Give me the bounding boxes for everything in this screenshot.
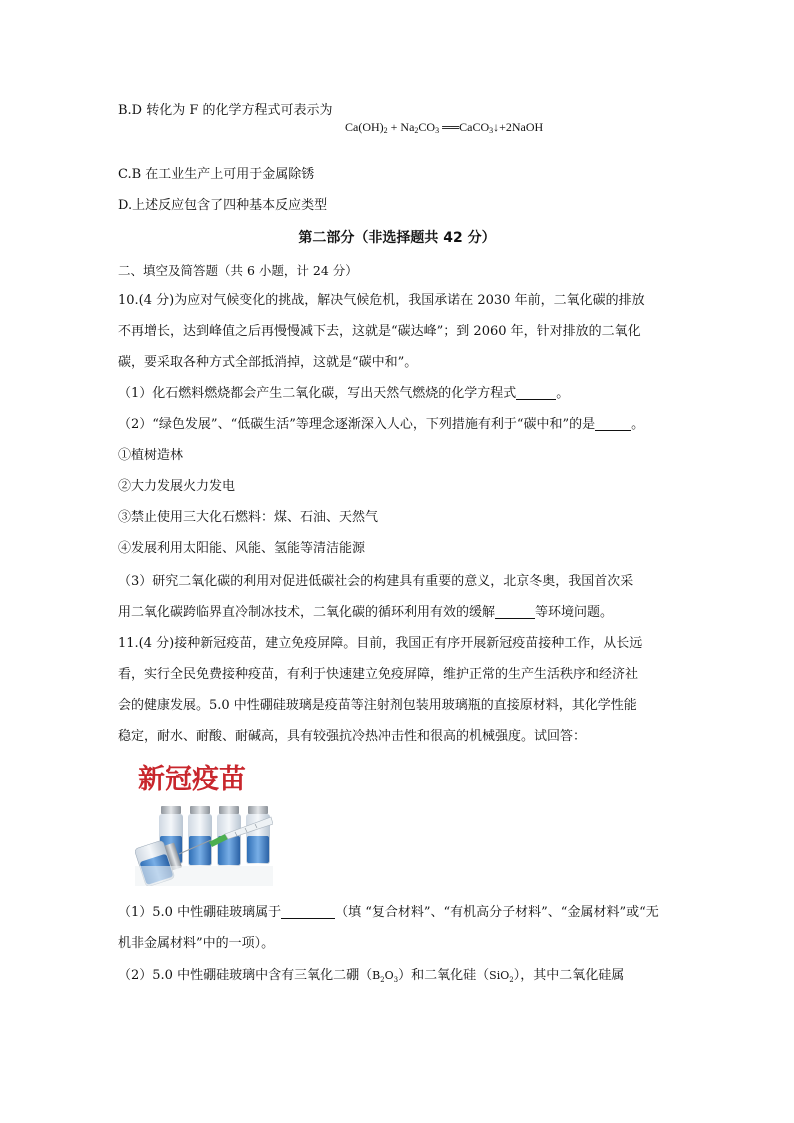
q10-option-4: ④发展利用太阳能、风能、氢能等清洁能源	[118, 541, 366, 556]
section-heading: 二、填空及简答题（共 6 小题，计 24 分）	[118, 263, 358, 278]
vaccine-image	[135, 762, 273, 886]
q11-line2: 看，实行全民免费接种疫苗，有利于快速建立免疫屏障，维护正常的生产生活秩序和经济社	[118, 667, 639, 682]
q11-sub2-end: ），其中二氧化硅属	[513, 968, 625, 983]
eq-na-sub: 2	[414, 126, 419, 135]
q11-sub1-end: （填 “复合材料”、“有机高分子材料”、“金属材料”或“无	[335, 905, 659, 920]
q10-line3: 碳，要采取各种方式全部抵消掉，这就是“碳中和”。	[118, 355, 418, 370]
eq-equals: ══	[439, 120, 460, 134]
vaccine-title: 新冠疫苗	[138, 764, 246, 795]
q11-sub1-start: （1）5.0 中性硼硅玻璃属于	[118, 905, 282, 920]
eq-precipitate-arrow: ↓	[493, 120, 500, 134]
q11-sub2-start: （2）5.0 中性硼硅玻璃中含有三氧化二硼（	[118, 968, 373, 983]
eq-reactant1: Ca(OH)	[345, 120, 384, 134]
q10-sub3-text: 用二氧化碳跨临界直冷制冰技术，二氧化碳的循环利用有效的缓解	[118, 605, 496, 620]
eq-product1-sub: 3	[489, 126, 494, 135]
q10-sub3-line1: （3）研究二氧化碳的利用对促进低碳社会的构建具有重要的意义，北京冬奥，我国首次采	[118, 574, 634, 589]
q10-sub1	[118, 385, 678, 403]
q11-line1: 11.(4 分)接种新冠疫苗，建立免疫屏障。目前，我国正有序开展新冠疫苗接种工作，从长远	[118, 636, 643, 651]
q10-line2: 不再增长，达到峰值之后再慢慢减下去，这就是“碳达峰”；到 2060 年，针对排放的二氧化	[118, 324, 641, 339]
q11-sub1	[118, 904, 678, 922]
q9-option-b-equation	[345, 119, 543, 139]
b2o3-sub2: 3	[393, 976, 399, 985]
q10-sub2	[118, 416, 678, 434]
q10-option-1: ①植树造林	[118, 448, 184, 463]
q10-sub1-blank[interactable]	[516, 386, 556, 400]
q10-sub1-text: （1）化石燃料燃烧都会产生二氧化碳，写出天然气燃烧的化学方程式	[118, 386, 517, 401]
q10-sub2-end: 。	[631, 417, 645, 432]
b2o3-o: O	[384, 969, 394, 982]
sio2-formula	[489, 969, 514, 985]
eq-co: CO	[418, 120, 436, 134]
q10-line1: 10.(4 分)为应对气候变化的挑战，解决气候危机，我国承诺在 2030 年前，二氧化碳的排放	[118, 293, 645, 308]
eq-product2: +2NaOH	[499, 120, 544, 134]
part2-title: 第二部分（非选择题共 42 分）	[298, 230, 496, 246]
eq-reactant1-sub: 2	[383, 126, 388, 135]
b2o3-b: B	[372, 969, 381, 982]
eq-product1: CaCO	[459, 120, 490, 134]
b2o3-formula	[372, 969, 399, 985]
q9-option-d: D.上述反应包含了四种基本反应类型	[118, 198, 328, 213]
q11-line4: 稳定，耐水、耐酸、耐碱高，具有较强抗冷热冲击性和很高的机械强度。试回答：	[118, 729, 587, 744]
b2o3-sub1: 2	[380, 976, 385, 985]
q10-option-3: ③禁止使用三大化石燃料：煤、石油、天然气	[118, 510, 379, 525]
q10-sub2-text: （2）“绿色发展”、“低碳生活”等理念逐渐深入人心，下列措施有利于“碳中和”的是	[118, 417, 596, 432]
q10-sub1-end: 。	[556, 386, 570, 401]
q10-sub3-blank[interactable]	[495, 605, 535, 619]
q10-sub3-line2	[118, 604, 678, 622]
q9-option-b: B.D 转化为 F 的化学方程式可表示为	[118, 103, 333, 118]
sio2-sub: 2	[509, 976, 514, 985]
q11-sub1-blank[interactable]	[281, 905, 335, 919]
q11-sub2-mid: ）和二氧化硅（	[398, 968, 490, 983]
q10-sub2-blank[interactable]	[595, 417, 631, 431]
q11-sub1-line2: 机非金属材料”中的一项）。	[118, 936, 275, 951]
q11-line3: 会的健康发展。5.0 中性硼硅玻璃是疫苗等注射剂包装用玻璃瓶的直接原材料，其化学性能	[118, 698, 637, 713]
q10-sub3-end: 等环境问题。	[535, 605, 614, 620]
eq-co-sub: 3	[435, 126, 440, 135]
q9-option-c: C.B 在工业生产上可用于金属除锈	[118, 167, 315, 182]
q11-sub2	[118, 967, 678, 989]
sio2-main: SiO	[489, 969, 510, 982]
q10-option-2: ②大力发展火力发电	[118, 479, 236, 494]
eq-plus: + Na	[387, 120, 415, 134]
